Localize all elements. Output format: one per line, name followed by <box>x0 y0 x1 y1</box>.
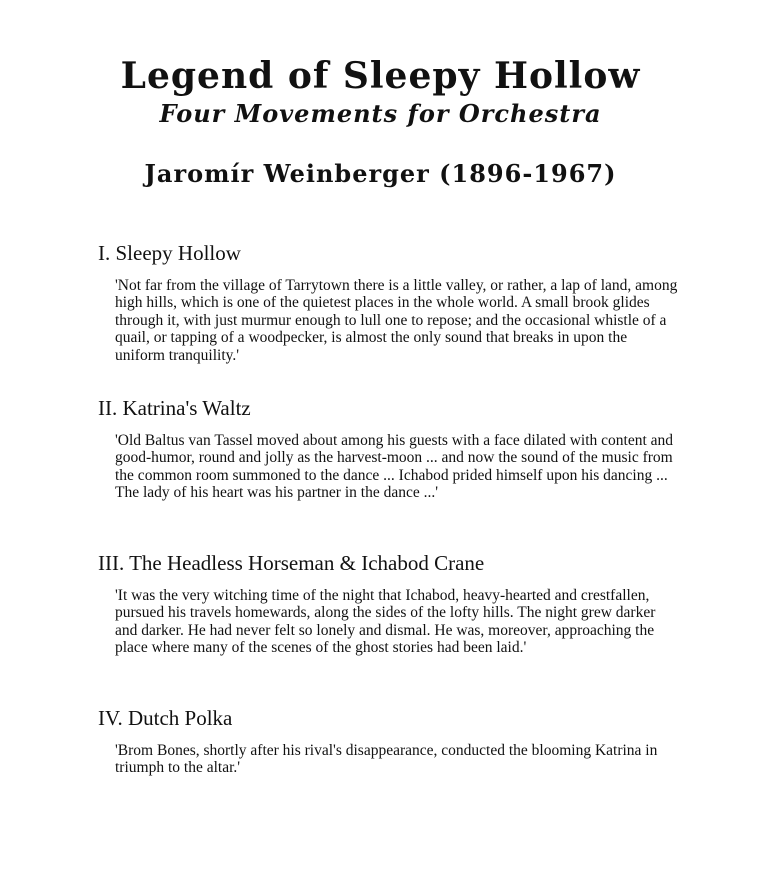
page-title: Legend of Sleepy Hollow <box>120 55 641 97</box>
movement-heading: III. The Headless Horseman & Ichabod Crane <box>98 551 485 575</box>
movement-section <box>98 704 678 777</box>
page-subtitle: Four Movements for Orchestra <box>159 99 602 128</box>
movement-quote: 'It was the very witching time of the night that Ichabod, heavy-hearted and crestfallen, pursued his travels homewards, along the sides of the lofty hills. The night grew darker and darker. He had never felt so lonely and dismal. He was, moreover, approaching the place where many of the scenes of the ghost stories had been laid.' <box>115 587 656 657</box>
movement-heading: IV. Dutch Polka <box>98 706 233 730</box>
movement-heading: I. Sleepy Hollow <box>98 241 241 265</box>
movement-section <box>98 394 678 502</box>
movement-quote: 'Old Baltus van Tassel moved about among his guests with a face dilated with content and good-humor, round and jolly as the harvest-moon ... and now the sound of the music from the common room summoned to the dance ... Ichabod prided himself upon his dancing ... The lady of his heart was his partner in the dance ...' <box>115 432 674 502</box>
movement-section <box>98 549 678 657</box>
movement-quote: 'Brom Bones, shortly after his rival's disappearance, conducted the blooming Katrina in triumph to the altar.' <box>115 742 658 777</box>
movement-heading: II. Katrina's Waltz <box>98 396 251 420</box>
movement-section <box>98 239 678 364</box>
composer-line: Jaromír Weinberger (1896-1967) <box>144 159 617 188</box>
movement-quote: 'Not far from the village of Tarrytown there is a little valley, or rather, a lap of land, among high hills, which is one of the quietest places in the whole world. A small brook glides through it, with just murmur enough to lull one to repose; and the occasional whistle of a quail, or tapping of a woodpecker, is almost the only sound that breaks in upon the uniform tranquility.' <box>115 277 678 364</box>
